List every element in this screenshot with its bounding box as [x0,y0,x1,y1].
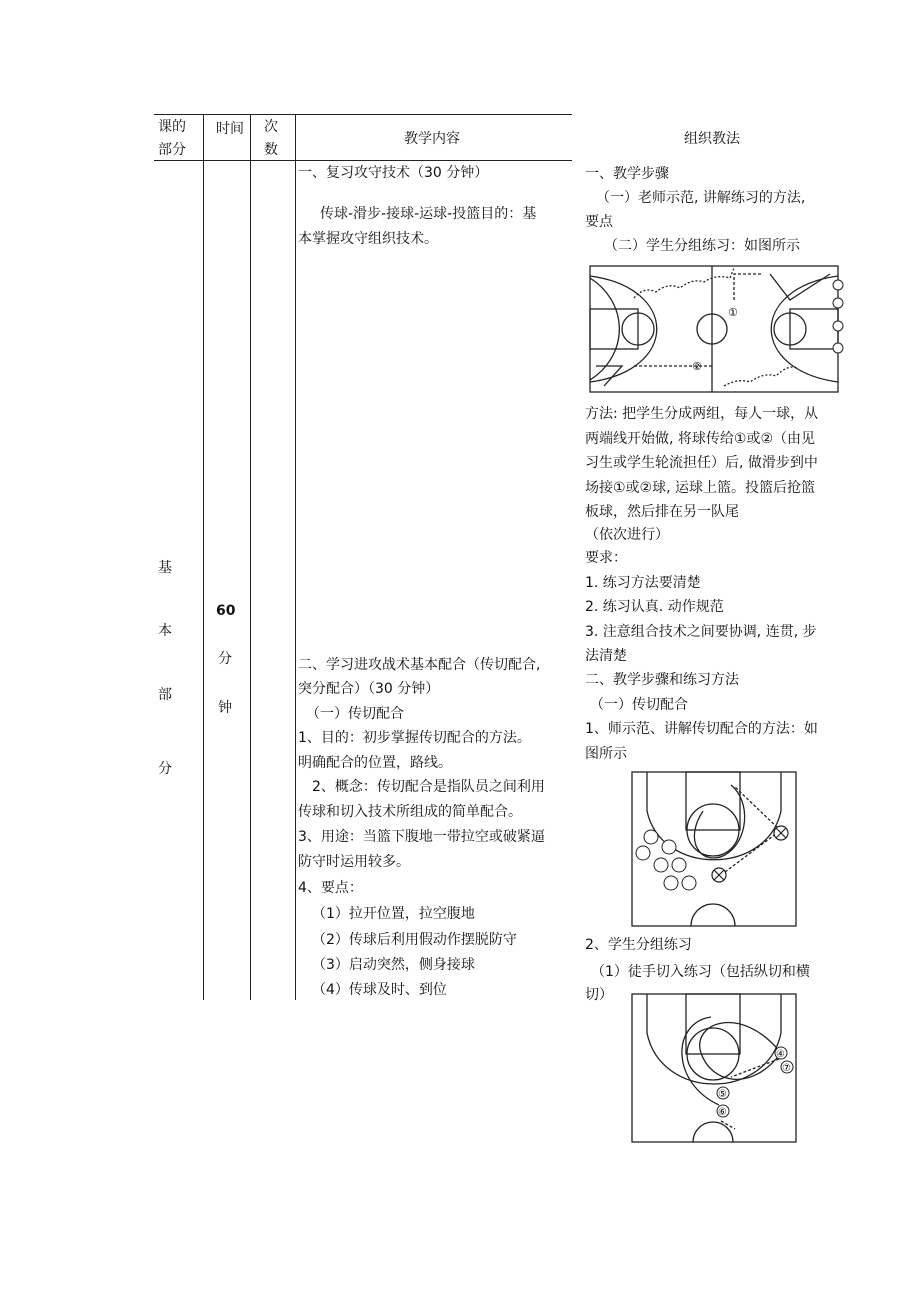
court3-label-4: ④ [776,1049,785,1060]
p1-line1: 1、目的：初步掌握传切配合的方法。 [298,730,531,746]
m2-1-line2: 图所示 [585,746,627,762]
court3-label-6: ⑥ [718,1107,727,1118]
court1-player-r1 [833,280,843,290]
s1-line1: 传球-滑步-接球-运球-投篮目的：基 [320,206,537,222]
header-bottom-border [154,160,572,161]
p1-line2: 明确配合的位置，路线。 [298,755,452,771]
court2-player-1 [644,830,658,844]
court2-player-5 [672,858,686,872]
part-char-4: 分 [158,761,172,777]
court1-bottom-zigzag [724,367,798,386]
m2-2: 2、学生分组练习 [585,937,692,953]
court2-player-3 [636,846,650,860]
desc-line1: 方法: 把学生分成两组，每人一球，从 [585,406,819,422]
desc-line2: 两端线开始做, 将球传给①或②（由见 [585,431,816,447]
col-divider-2 [250,114,251,1000]
m1-title: 一、教学步骤 [585,166,669,182]
m1-a-line2: 要点 [585,214,613,230]
p3-line1: 3、用途：当篮下腹地一带拉空或破紧逼 [298,829,545,845]
m1-b: （二）学生分组练习：如图所示 [604,238,800,254]
s2-line2: 突分配合）（30 分钟） [298,681,440,697]
req-3-line1: 3. 注意组合技术之间要协调, 连贯, 步 [585,624,817,640]
s2-line1: 二、学习进攻战术基本配合（传切配合, [298,657,541,673]
court2-boundary [632,772,796,926]
m1-a-line1: （一）老师示范, 讲解练习的方法, [596,190,806,206]
court3-3pt-arc [647,994,781,1084]
header-time: 时间 [216,121,244,137]
court2-player-7 [682,876,696,890]
req-1: 1. 练习方法要清楚 [585,575,701,591]
court1-right-arc [771,276,838,382]
court2-key [686,772,740,830]
req-3-line2: 法清楚 [585,648,627,664]
table-top-border [154,114,572,115]
header-method: 组织教法 [684,131,740,147]
court1-dash-top [734,274,762,300]
court2-player-4 [654,858,668,872]
court2-pass-dash [735,787,781,831]
court1-player-r2 [833,298,843,308]
p2-line1: 2、概念：传切配合是指队员之间利用 [312,779,545,795]
point-3: （3）启动突然，侧身接球 [312,957,475,973]
court1-player-r4 [833,343,843,353]
s2-sub: （一）传切配合 [306,706,404,722]
s1-title: 一、复习攻守技术（30 分钟） [298,165,489,181]
court2-player-6 [664,876,678,890]
desc-line6: （依次进行） [585,527,669,543]
court1-label-2: ② [692,360,702,373]
court3-boundary [632,994,796,1142]
court2-player-2 [662,840,676,854]
time-unit-2: 钟 [218,700,232,716]
header-part-line1: 课的 [158,119,186,135]
full-court-diagram [584,258,844,398]
court1-left-3pt [590,278,619,380]
court1-left-triangle [596,366,622,386]
half-court-diagram-2 [631,993,797,1143]
court2-pass-dash-2 [721,833,777,875]
p4-title: 4、要点： [298,880,363,896]
m2-1-line1: 1、师示范、讲解传切配合的方法：如 [585,721,818,737]
court3-label-5: ⑤ [718,1089,727,1100]
court1-player-r3 [833,321,843,331]
col-divider-1 [203,114,204,1000]
m2-sub: （一）传切配合 [590,697,688,713]
point-2: （2）传球后利用假动作摆脱防守 [312,932,517,948]
header-content: 教学内容 [404,131,460,147]
col-divider-3 [295,114,296,1000]
m2-2-1-line1: （1）徒手切入练习（包括纵切和横 [591,964,810,980]
court1-label-1: ① [728,306,738,319]
point-1: （1）拉开位置，拉空腹地 [312,906,475,922]
court1-boundary [590,266,838,392]
header-count-line2: 数 [264,142,278,158]
p3-line2: 防守时运用较多。 [298,854,410,870]
p2-line2: 传球和切入技术所组成的简单配合。 [298,804,522,820]
desc-line3: 习生或学生轮流担任）后, 做滑步到中 [585,455,818,471]
s1-line2: 本掌握攻守组织技术。 [298,231,438,247]
desc-line4: 场接①或②球, 运球上篮。投篮后抢篮 [585,480,816,496]
court3-label-7: ⑦ [782,1063,791,1074]
header-part-line2: 部分 [158,142,186,158]
header-count-line1: 次 [264,119,278,135]
req-title: 要求： [585,550,627,566]
part-char-3: 部 [158,687,172,703]
m2-2-1-line2: 切） [585,987,613,1003]
part-char-2: 本 [158,623,172,639]
point-4: （4）传球及时、到位 [312,982,447,998]
court2-half-circle [691,904,735,926]
court1-top-zigzag [634,268,734,298]
req-2: 2. 练习认真. 动作规范 [585,599,724,615]
m2-title: 二、教学步骤和练习方法 [585,672,739,688]
part-char-1: 基 [158,560,172,576]
time-number: 60 [216,603,236,619]
desc-line5: 板球，然后排在另一队尾 [585,504,739,520]
time-unit-1: 分 [218,651,232,667]
half-court-diagram-1 [631,771,797,927]
